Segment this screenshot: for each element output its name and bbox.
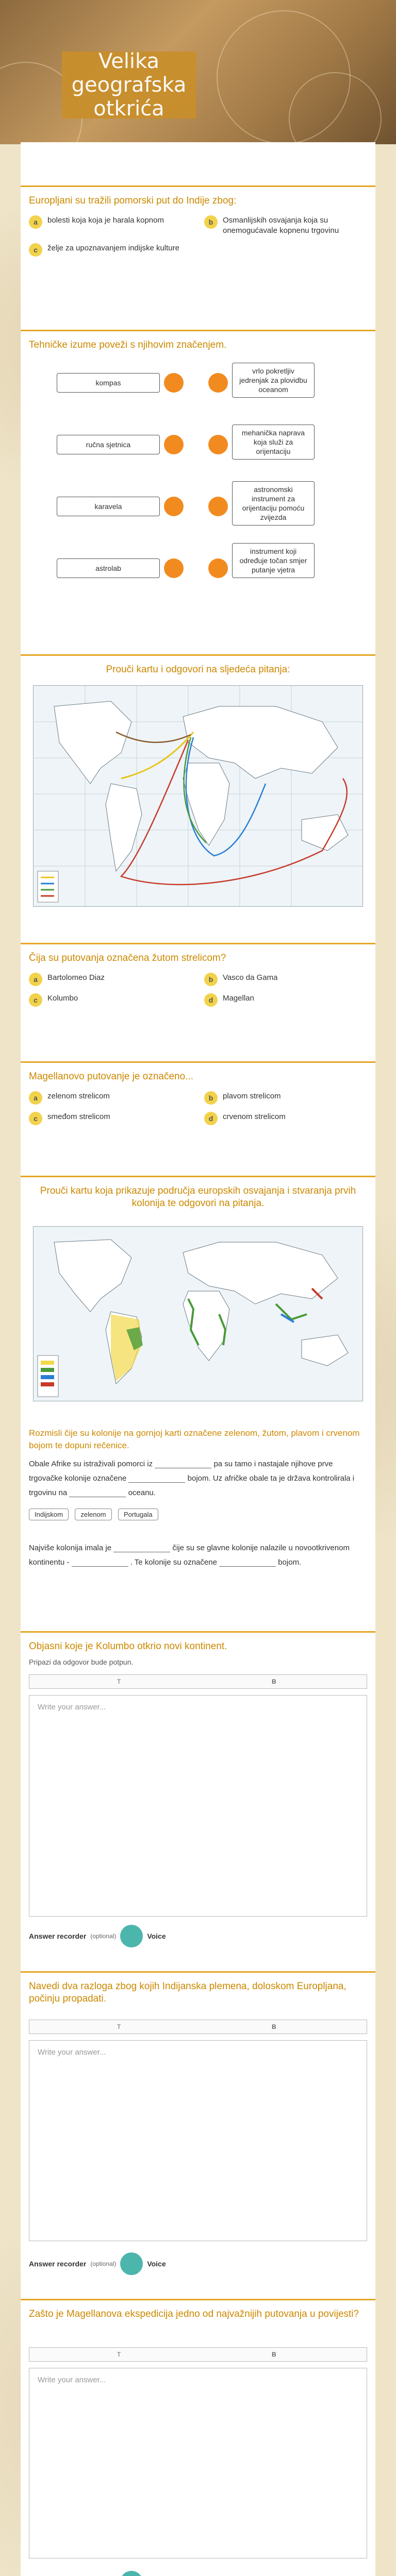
- match-connector[interactable]: [208, 373, 228, 393]
- sub-prompt: Rozmisli čije su kolonije na gornjoj karti označene zelenom, žutom, plavom i crvenom bojom te dopuni rečenice.: [29, 1428, 360, 1450]
- option-letter: b: [204, 973, 218, 986]
- record-button[interactable]: [120, 2571, 143, 2576]
- answer-recorder: [29, 1925, 166, 1947]
- question-9: [21, 2301, 375, 2326]
- question-1: [21, 188, 375, 257]
- option-c[interactable]: [29, 243, 192, 257]
- option-text: Bartolomeo Diaz: [47, 973, 105, 982]
- cloze-blank[interactable]: [155, 1460, 211, 1468]
- option-text: crvenom strelicom: [223, 1112, 286, 1121]
- answer-textarea[interactable]: Write your answer...: [29, 1695, 367, 1917]
- cloze-blank[interactable]: [113, 1544, 170, 1552]
- option-letter: b: [204, 1091, 218, 1105]
- option-b[interactable]: [204, 1091, 367, 1105]
- option-c[interactable]: [29, 993, 192, 1007]
- match-connector[interactable]: [208, 435, 228, 454]
- word-chip[interactable]: Indijskom: [29, 1509, 69, 1520]
- map-image: [34, 1227, 363, 1401]
- bold-button[interactable]: B: [272, 2023, 276, 2030]
- option-text: smeđom strelicom: [47, 1112, 110, 1121]
- option-text: zelenom strelicom: [47, 1092, 110, 1100]
- cloze-text: čije su se glavne kolonije nalazile u novootkrivenom kontinentu -: [29, 1544, 350, 1567]
- voice-label: Voice: [147, 2260, 166, 2268]
- answer-textarea[interactable]: Write your answer...: [29, 2368, 367, 2558]
- match-left-item[interactable]: kompas: [57, 373, 160, 393]
- text-toolbar[interactable]: [29, 1674, 367, 1689]
- cloze-paragraph-1: [29, 1457, 367, 1500]
- option-text: Magellan: [223, 994, 254, 1003]
- option-c[interactable]: [29, 1112, 192, 1125]
- match-left-item[interactable]: ručna sjetnica: [57, 435, 160, 454]
- option-text: bolesti koja koja je harala kopnom: [47, 216, 164, 225]
- cloze-blank[interactable]: [72, 1558, 128, 1567]
- option-a[interactable]: [29, 973, 192, 986]
- section-divider: [21, 185, 375, 187]
- section-divider: [21, 1061, 375, 1063]
- match-left-item[interactable]: astrolab: [57, 558, 160, 578]
- option-b[interactable]: [204, 973, 367, 986]
- cloze-blank[interactable]: [219, 1558, 276, 1567]
- word-chip[interactable]: Portugala: [118, 1509, 158, 1520]
- option-letter: b: [204, 215, 218, 229]
- question-prompt: Čija su putovanja označena žutom strelicom?: [29, 953, 226, 963]
- world-map-colonies: [33, 1226, 363, 1401]
- option-letter: a: [29, 973, 42, 986]
- bold-button[interactable]: B: [272, 2351, 276, 2358]
- text-style-button[interactable]: T: [117, 1678, 121, 1685]
- question-6-cloze: [21, 1427, 375, 1570]
- word-bank: [29, 1509, 367, 1520]
- cloze-text: pa su tamo i nastajale njihove prve trgovačke kolonije označene: [29, 1460, 333, 1483]
- match-right-item[interactable]: vrlo pokretljiv jedrenjak za plovidbu oceanom: [232, 363, 315, 398]
- header-banner: [0, 0, 396, 144]
- recorder-label: Answer recorder: [29, 2260, 87, 2268]
- text-style-button[interactable]: T: [117, 2351, 121, 2358]
- option-letter: d: [204, 993, 218, 1007]
- question-prompt: Zašto je Magellanova ekspedicija jedno od najvažnijih putovanja u povijesti?: [29, 2309, 359, 2319]
- recorder-label: Answer recorder: [29, 1932, 87, 1940]
- cloze-text: . Te kolonije su označene: [130, 1558, 217, 1567]
- question-prompt: Tehničke izume poveži s njihovim značenjem.: [29, 340, 227, 350]
- section-divider: [21, 1971, 375, 1973]
- section-divider: [21, 943, 375, 944]
- cloze-text: Obale Afrike su istraživali pomorci iz: [29, 1460, 153, 1468]
- match-connector[interactable]: [164, 558, 184, 578]
- question-hint: Pripazi da odgovor bude potpun.: [29, 1658, 134, 1666]
- match-right-item[interactable]: mehanička naprava koja služi za orijentaciju: [232, 425, 315, 460]
- option-letter: c: [29, 243, 42, 257]
- cloze-paragraph-2: [29, 1541, 367, 1570]
- recorder-optional: (optional): [90, 2260, 117, 2267]
- option-a[interactable]: [29, 215, 192, 236]
- match-connector[interactable]: [164, 497, 184, 516]
- question-4: [21, 945, 375, 1007]
- option-letter: d: [204, 1112, 218, 1125]
- match-right-item[interactable]: instrument koji određuje točan smjer putanje vjetra: [232, 543, 315, 578]
- record-button[interactable]: [120, 2252, 143, 2275]
- cloze-text: bojom. Uz afričke obale ta je država kontrolirala i trgovinu na: [29, 1474, 355, 1497]
- section-divider: [21, 2299, 375, 2300]
- question-prompt: Prouči kartu i odgovori na sljedeća pitanja:: [106, 664, 290, 675]
- option-text: Kolumbo: [47, 994, 78, 1003]
- voice-label: Voice: [147, 1932, 166, 1940]
- question-prompt: Europljani su tražili pomorski put do Indije zbog:: [29, 195, 237, 206]
- cloze-text: oceanu.: [128, 1488, 156, 1497]
- answer-recorder: [29, 2571, 166, 2576]
- match-right-item[interactable]: astronomski instrument za orijentaciju pomoću zvijezda: [232, 481, 315, 526]
- match-connector[interactable]: [208, 497, 228, 516]
- question-prompt: Navedi dva razloga zbog kojih Indijanska plemena, doloskom Europljana, počinju propadati.: [29, 1981, 346, 2004]
- cloze-text: Najviše kolonija imala je: [29, 1544, 112, 1552]
- text-style-button[interactable]: T: [117, 2023, 121, 2030]
- match-connector[interactable]: [164, 373, 184, 393]
- option-a[interactable]: [29, 1091, 192, 1105]
- page-title: Velika geografska otkrića: [71, 49, 187, 121]
- option-letter: a: [29, 215, 42, 229]
- match-connector[interactable]: [208, 558, 228, 578]
- text-toolbar[interactable]: [29, 2020, 367, 2034]
- option-d[interactable]: [204, 993, 367, 1007]
- title-box: [62, 49, 196, 121]
- option-text: Osmanlijskih osvajanja koja su onemogućavale kopnenu trgovinu: [223, 216, 339, 235]
- option-d[interactable]: [204, 1112, 367, 1125]
- question-8: [21, 1973, 375, 2010]
- bold-button[interactable]: B: [272, 1678, 276, 1685]
- section-divider: [21, 1631, 375, 1633]
- answer-recorder: [29, 2252, 166, 2275]
- text-toolbar[interactable]: [29, 2347, 367, 2362]
- word-chip[interactable]: zelenom: [75, 1509, 111, 1520]
- world-map-voyages: [33, 685, 363, 907]
- option-text: plavom strelicom: [223, 1092, 281, 1100]
- question-3: [21, 656, 375, 681]
- match-connector[interactable]: [164, 435, 184, 454]
- option-letter: a: [29, 1091, 42, 1105]
- section-divider: [21, 1176, 375, 1177]
- question-2: [21, 332, 375, 620]
- question-7: [21, 1633, 375, 1666]
- question-6: [21, 1178, 375, 1215]
- cloze-blank[interactable]: [128, 1475, 185, 1483]
- recorder-optional: (optional): [90, 1933, 117, 1940]
- answer-textarea[interactable]: Write your answer...: [29, 2040, 367, 2241]
- question-5: [21, 1063, 375, 1125]
- option-text: Vasco da Gama: [223, 973, 278, 982]
- section-divider: [21, 330, 375, 331]
- cloze-text: bojom.: [278, 1558, 302, 1567]
- map-image: [34, 686, 363, 907]
- option-letter: c: [29, 1112, 42, 1125]
- question-prompt: Prouči kartu koja prikazuje područja europskih osvajanja i stvaranja prvih kolonija te odgovori na pitanja.: [40, 1185, 356, 1209]
- option-b[interactable]: [204, 215, 367, 236]
- record-button[interactable]: [120, 1925, 143, 1947]
- question-prompt: Objasni koje je Kolumbo otkrio novi kontinent.: [29, 1641, 227, 1652]
- option-text: želje za upoznavanjem indijske kulture: [47, 244, 179, 252]
- option-letter: c: [29, 993, 42, 1007]
- section-divider: [21, 654, 375, 656]
- question-prompt: Magellanovo putovanje je označeno...: [29, 1071, 194, 1082]
- cloze-blank[interactable]: [69, 1489, 126, 1497]
- match-left-item[interactable]: karavela: [57, 497, 160, 516]
